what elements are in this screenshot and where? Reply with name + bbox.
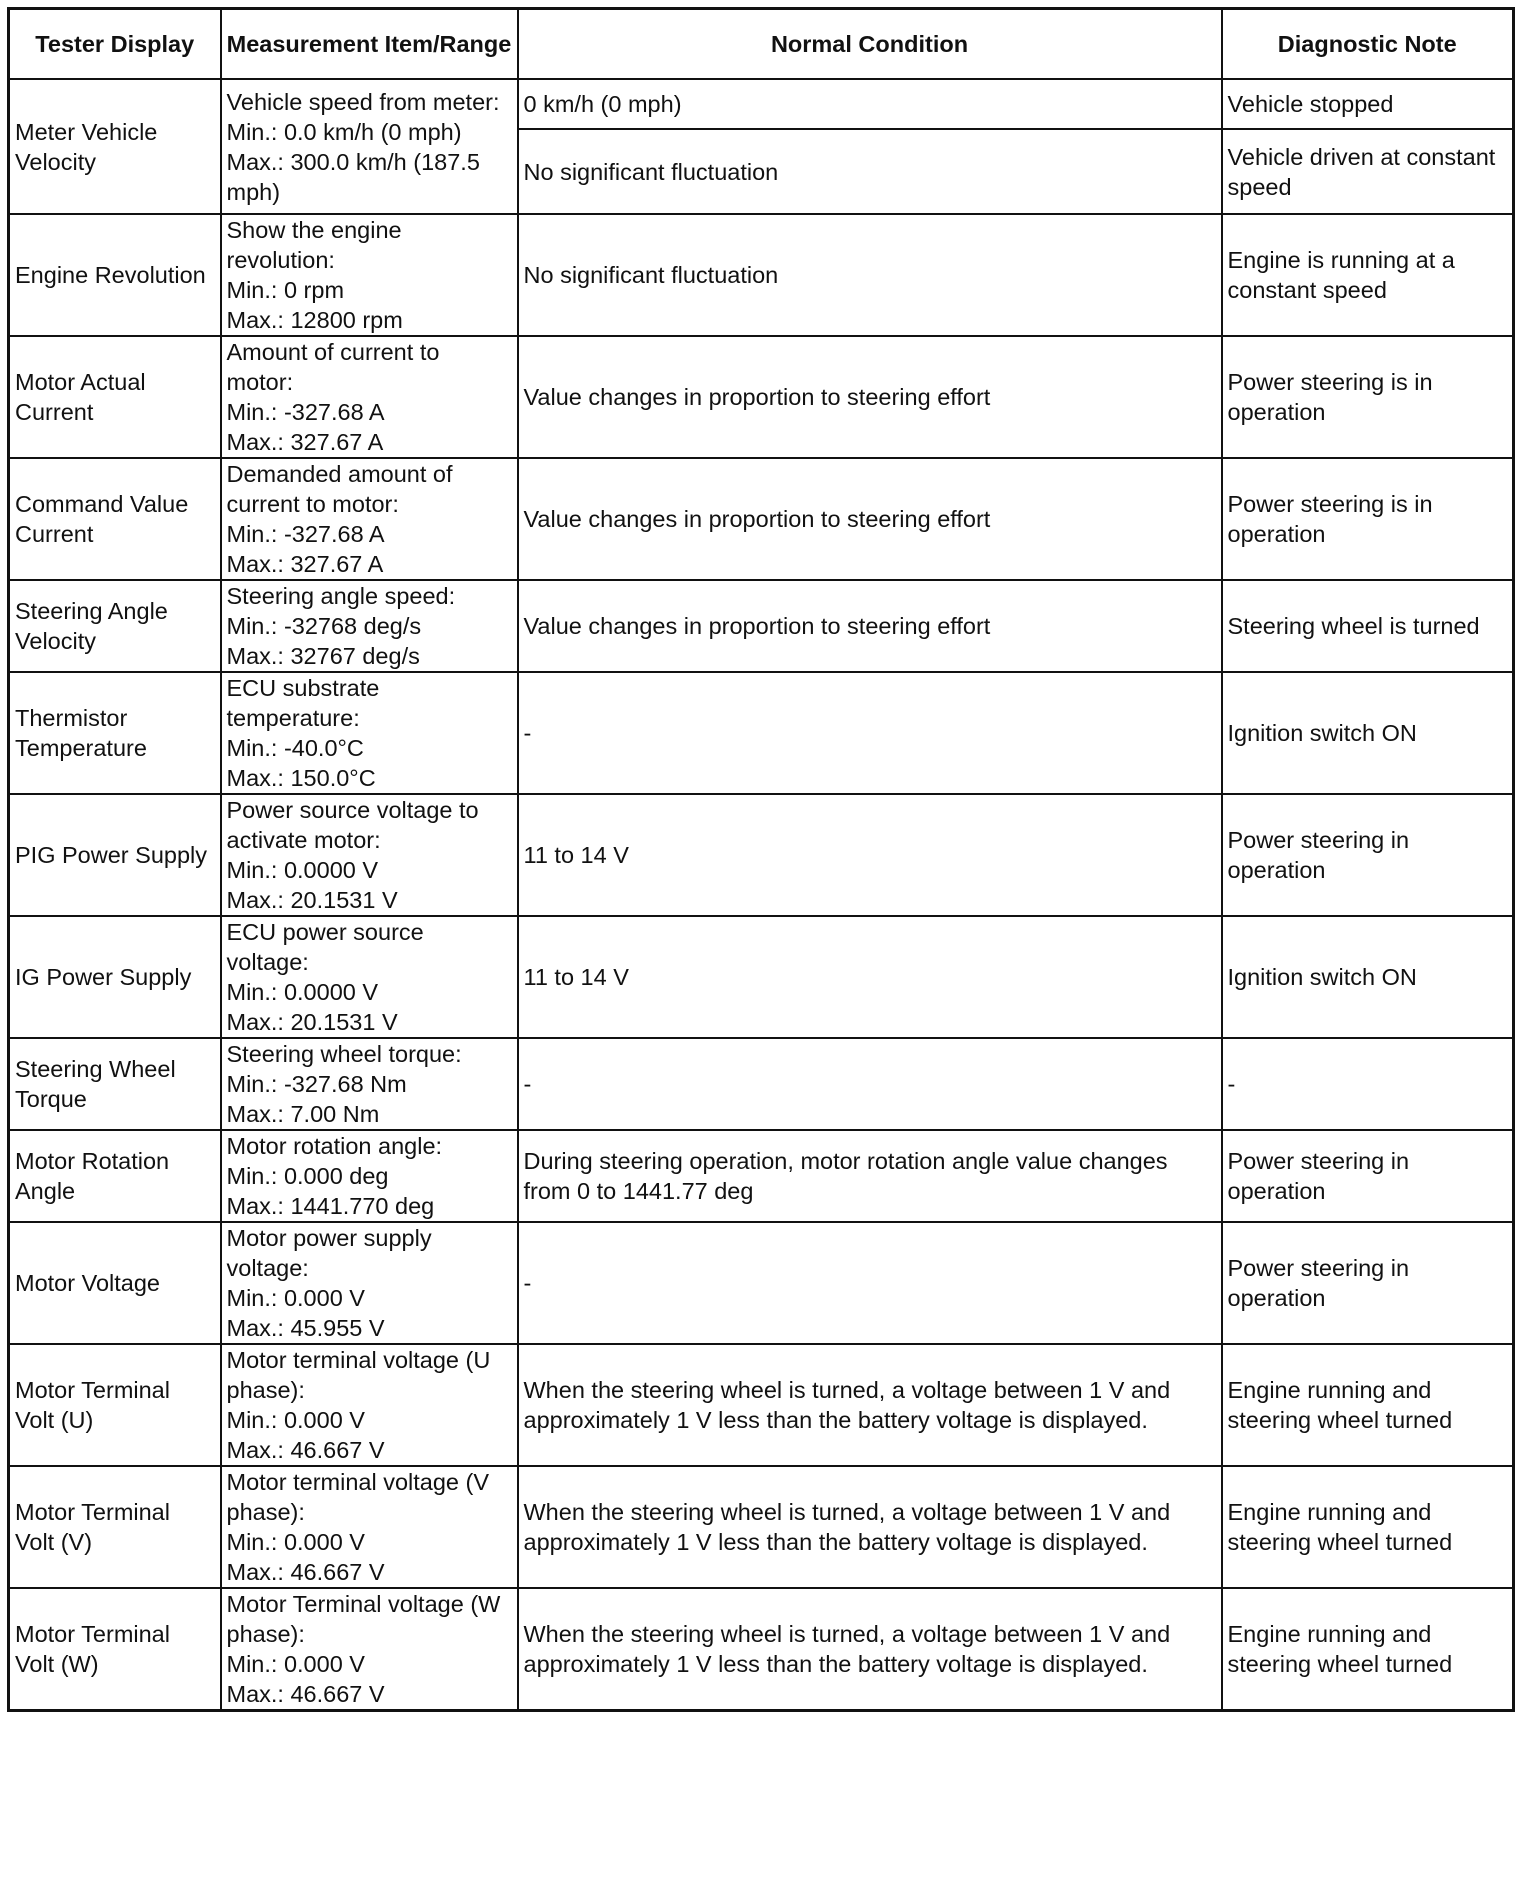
measurement-max: Max.: 1441.770 deg <box>226 1193 435 1219</box>
measurement-max: Max.: 46.667 V <box>226 1559 385 1585</box>
header-normal-condition: Normal Condition <box>518 9 1222 80</box>
tester-display-cell: Steering Wheel Torque <box>9 1038 221 1130</box>
measurement-max: Max.: 46.667 V <box>226 1437 385 1463</box>
diagnostic-note-cell: Engine running and steering wheel turned <box>1222 1466 1514 1588</box>
normal-condition-cell: During steering operation, motor rotation angle value changes from 0 to 1441.77 deg <box>518 1130 1222 1222</box>
normal-condition-cell: 0 km/h (0 mph) <box>518 79 1222 129</box>
measurement-description: ECU substrate temperature: <box>226 675 380 731</box>
header-tester-display: Tester Display <box>9 9 221 80</box>
normal-condition-cell: When the steering wheel is turned, a voltage between 1 V and approximately 1 V less than the battery voltage is displayed. <box>518 1588 1222 1711</box>
measurement-min: Min.: -40.0°C <box>226 735 364 761</box>
normal-condition-cell: When the steering wheel is turned, a voltage between 1 V and approximately 1 V less than the battery voltage is displayed. <box>518 1344 1222 1466</box>
normal-condition-cell: - <box>518 1038 1222 1130</box>
table-row <box>9 1344 1514 1466</box>
measurement-cell <box>221 916 518 1038</box>
measurement-cell <box>221 580 518 672</box>
table-row <box>9 580 1514 672</box>
diagnostic-note-cell: Vehicle driven at constant speed <box>1222 129 1514 214</box>
measurement-min: Min.: 0.000 V <box>226 1651 365 1677</box>
table-row <box>9 1130 1514 1222</box>
tester-display-cell: Motor Terminal Volt (V) <box>9 1466 221 1588</box>
diagnostic-note-cell: Power steering in operation <box>1222 1130 1514 1222</box>
measurement-cell <box>221 672 518 794</box>
measurement-cell <box>221 214 518 336</box>
normal-condition-cell: 11 to 14 V <box>518 794 1222 916</box>
tester-display-cell: IG Power Supply <box>9 916 221 1038</box>
measurement-min: Min.: 0.000 V <box>226 1407 365 1433</box>
measurement-description: Power source voltage to activate motor: <box>226 797 479 853</box>
measurement-max: Max.: 327.67 A <box>226 429 384 455</box>
diagnostic-note-cell: Power steering in operation <box>1222 1222 1514 1344</box>
table-row <box>9 794 1514 916</box>
tester-display-cell: Motor Terminal Volt (U) <box>9 1344 221 1466</box>
normal-condition-cell: No significant fluctuation <box>518 129 1222 214</box>
normal-condition-cell: - <box>518 1222 1222 1344</box>
measurement-cell <box>221 1130 518 1222</box>
diagnostic-note-cell: Ignition switch ON <box>1222 672 1514 794</box>
measurement-description: Vehicle speed from meter: <box>226 88 500 115</box>
measurement-min: Min.: 0.000 V <box>226 1285 365 1311</box>
diagnostic-note-cell: - <box>1222 1038 1514 1130</box>
measurement-max: Max.: 300.0 km/h (187.5 mph) <box>226 148 480 205</box>
tester-display-cell: Motor Voltage <box>9 1222 221 1344</box>
diagnostic-note-cell: Engine is running at a constant speed <box>1222 214 1514 336</box>
measurement-description: Steering wheel torque: <box>226 1041 462 1067</box>
normal-condition-cell: Value changes in proportion to steering effort <box>518 580 1222 672</box>
measurement-cell <box>221 79 518 214</box>
measurement-max: Max.: 327.67 A <box>226 551 384 577</box>
tester-display-cell: Meter Vehicle Velocity <box>9 79 221 214</box>
measurement-cell <box>221 336 518 458</box>
measurement-description: Steering angle speed: <box>226 583 456 609</box>
measurement-min: Min.: -327.68 A <box>226 521 385 547</box>
tester-display-cell: Motor Rotation Angle <box>9 1130 221 1222</box>
table-row <box>9 1222 1514 1344</box>
table-row <box>9 458 1514 580</box>
table-row <box>9 79 1514 129</box>
measurement-min: Min.: 0.0 km/h (0 mph) <box>226 118 462 145</box>
measurement-cell <box>221 1038 518 1130</box>
measurement-max: Max.: 7.00 Nm <box>226 1101 380 1127</box>
measurement-description: ECU power source voltage: <box>226 919 424 975</box>
measurement-description: Motor power supply voltage: <box>226 1225 432 1281</box>
measurement-max: Max.: 45.955 V <box>226 1315 385 1341</box>
header-diagnostic-note: Diagnostic Note <box>1222 9 1514 80</box>
header-row <box>9 9 1514 80</box>
measurement-max: Max.: 150.0°C <box>226 765 376 791</box>
measurement-description: Motor Terminal voltage (W phase): <box>226 1591 501 1647</box>
measurement-cell <box>221 794 518 916</box>
normal-condition-cell: - <box>518 672 1222 794</box>
measurement-min: Min.: -32768 deg/s <box>226 613 422 639</box>
table-row <box>9 336 1514 458</box>
measurement-min: Min.: 0.0000 V <box>226 857 379 883</box>
measurement-min: Min.: 0.000 V <box>226 1529 365 1555</box>
tester-display-cell: Engine Revolution <box>9 214 221 336</box>
normal-condition-cell: Value changes in proportion to steering effort <box>518 458 1222 580</box>
measurement-description: Motor terminal voltage (V phase): <box>226 1469 490 1525</box>
table-row <box>9 214 1514 336</box>
diagnostic-note-cell: Power steering is in operation <box>1222 336 1514 458</box>
diagnostic-note-cell: Power steering in operation <box>1222 794 1514 916</box>
diagnostic-note-cell: Power steering is in operation <box>1222 458 1514 580</box>
diagnostic-note-cell: Engine running and steering wheel turned <box>1222 1344 1514 1466</box>
tester-display-cell: PIG Power Supply <box>9 794 221 916</box>
table-row <box>9 1588 1514 1711</box>
normal-condition-cell: Value changes in proportion to steering effort <box>518 336 1222 458</box>
measurement-max: Max.: 20.1531 V <box>226 887 398 913</box>
tester-display-cell: Motor Terminal Volt (W) <box>9 1588 221 1711</box>
normal-condition-cell: 11 to 14 V <box>518 916 1222 1038</box>
table-row <box>9 1038 1514 1130</box>
tester-display-cell: Command Value Current <box>9 458 221 580</box>
table-row <box>9 1466 1514 1588</box>
measurement-cell <box>221 1588 518 1711</box>
measurement-description: Demanded amount of current to motor: <box>226 461 453 517</box>
diagnostic-note-cell: Steering wheel is turned <box>1222 580 1514 672</box>
diagnostic-note-cell: Engine running and steering wheel turned <box>1222 1588 1514 1711</box>
data-list-table <box>7 7 1515 1712</box>
normal-condition-cell: No significant fluctuation <box>518 214 1222 336</box>
tester-display-cell: Thermistor Temperature <box>9 672 221 794</box>
measurement-cell <box>221 458 518 580</box>
measurement-cell <box>221 1222 518 1344</box>
measurement-description: Amount of current to motor: <box>226 339 440 395</box>
measurement-cell <box>221 1344 518 1466</box>
tester-display-cell: Steering Angle Velocity <box>9 580 221 672</box>
measurement-description: Motor terminal voltage (U phase): <box>226 1347 491 1403</box>
table-row <box>9 916 1514 1038</box>
header-measurement-range: Measurement Item/Range <box>221 9 518 80</box>
measurement-cell <box>221 1466 518 1588</box>
diagnostic-note-cell: Vehicle stopped <box>1222 79 1514 129</box>
measurement-min: Min.: -327.68 A <box>226 399 385 425</box>
measurement-max: Max.: 20.1531 V <box>226 1009 398 1035</box>
measurement-description: Motor rotation angle: <box>226 1133 443 1159</box>
normal-condition-cell: When the steering wheel is turned, a voltage between 1 V and approximately 1 V less than the battery voltage is displayed. <box>518 1466 1222 1588</box>
measurement-max: Max.: 32767 deg/s <box>226 643 420 669</box>
measurement-max: Max.: 46.667 V <box>226 1681 385 1707</box>
measurement-min: Min.: 0.000 deg <box>226 1163 389 1189</box>
measurement-description: Show the engine revolution: <box>226 217 402 273</box>
diagnostic-note-cell: Ignition switch ON <box>1222 916 1514 1038</box>
table-row <box>9 672 1514 794</box>
measurement-min: Min.: -327.68 Nm <box>226 1071 407 1097</box>
measurement-min: Min.: 0.0000 V <box>226 979 379 1005</box>
measurement-max: Max.: 12800 rpm <box>226 307 403 333</box>
measurement-min: Min.: 0 rpm <box>226 277 345 303</box>
tester-display-cell: Motor Actual Current <box>9 336 221 458</box>
